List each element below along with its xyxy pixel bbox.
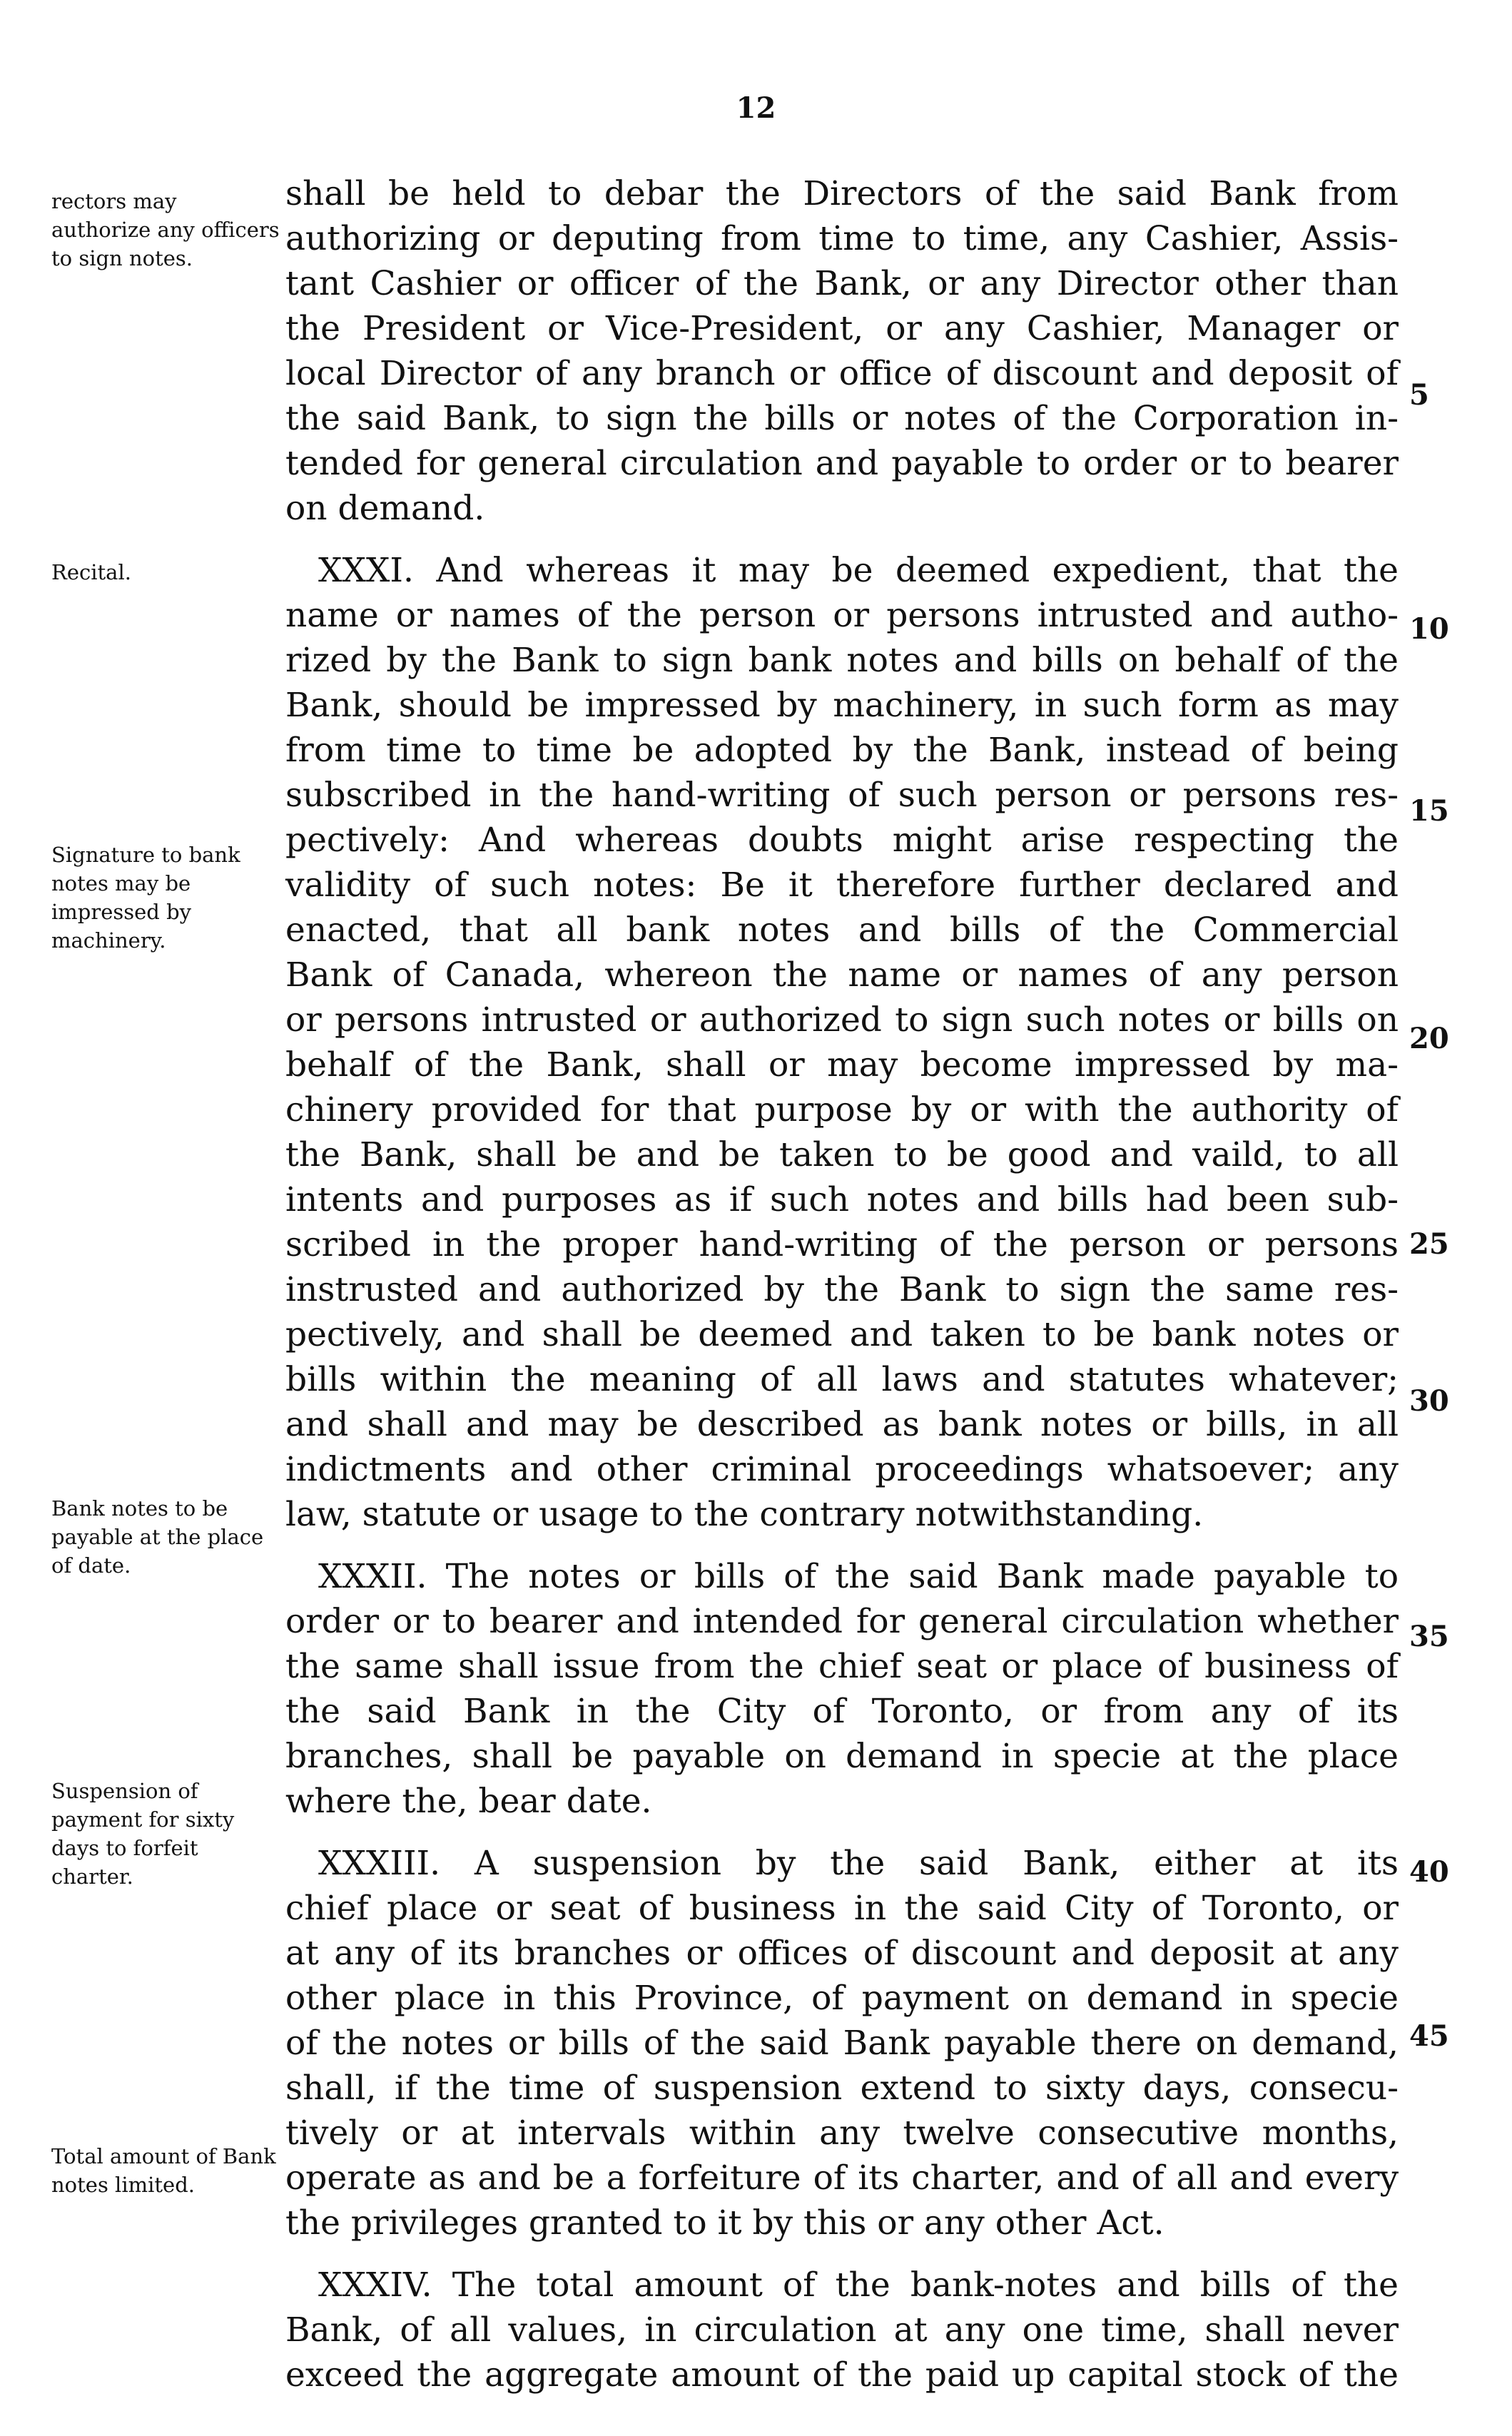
text-line: indictments and other criminal proceedings whatsoever; any (285, 1450, 1399, 1489)
text-line: name or names of the person or persons intrusted and autho- (285, 596, 1399, 635)
text-line: intents and purposes as if such notes and bills had been sub- (285, 1180, 1399, 1219)
line-number: 20 (1409, 1022, 1449, 1055)
line-number: 30 (1409, 1384, 1449, 1418)
margin-note-total-amount: Total amount of Bank notes limited. (51, 2144, 276, 2197)
text-line: of the notes or bills of the said Bank payable there on demand, (285, 2024, 1399, 2063)
text-line: shall be held to debar the Directors of the said Bank from (285, 174, 1399, 213)
line-number: 15 (1409, 794, 1449, 828)
text-line: Bank, should be impressed by machinery, in such form as may (285, 686, 1399, 725)
text-line: the said Bank, to sign the bills or notes of the Corporation in- (285, 399, 1399, 438)
margin-note-bank-notes-payable: Bank notes to be payable at the place of date. (51, 1496, 264, 1578)
text-line: rized by the Bank to sign bank notes and bills on behalf of the (285, 641, 1399, 680)
text-line: validity of such notes: Be it therefore further declared and (285, 866, 1399, 905)
text-line: subscribed in the hand-writing of such person or persons res- (285, 776, 1399, 815)
text-line: other place in this Province, of payment on demand in specie (285, 1979, 1399, 2018)
text-line: law, statute or usage to the contrary notwithstanding. (285, 1495, 1204, 1534)
text-line: local Director of any branch or office of discount and deposit of (285, 354, 1399, 393)
margin-note-directors: rectors may authorize any officers to sign notes. (51, 189, 280, 270)
margin-note-signature: Signature to bank notes may be impressed by machinery. (51, 843, 240, 953)
text-line: chinery provided for that purpose by or with the authority of (285, 1090, 1399, 1130)
margin-note-recital: Recital. (51, 560, 131, 584)
text-line: from time to time be adopted by the Bank, instead of being (285, 731, 1399, 770)
text-line: the privileges granted to it by this or any other Act. (285, 2203, 1165, 2243)
text-line: tended for general circulation and payable to order or to bearer (285, 444, 1399, 483)
line-number: 40 (1409, 1855, 1449, 1889)
section-heading-line: XXXIII. A suspension by the said Bank, either at its (318, 1844, 1399, 1883)
text-line: on demand. (285, 489, 485, 528)
section-heading-line: XXXI. And whereas it may be deemed expedient, that the (318, 551, 1399, 590)
text-line: the said Bank in the City of Toronto, or from any of its (285, 1692, 1399, 1731)
line-number: 10 (1409, 612, 1449, 646)
text-line: behalf of the Bank, shall or may become impressed by ma- (285, 1045, 1399, 1085)
text-line: the Bank, shall be and be taken to be good and vaild, to all (285, 1135, 1399, 1174)
text-line: bills within the meaning of all laws and statutes whatever; (285, 1360, 1399, 1399)
text-line: instrusted and authorized by the Bank to sign the same res- (285, 1270, 1399, 1309)
text-line: Bank of Canada, whereon the name or names of any person (285, 955, 1399, 995)
section-heading-line: XXXIV. The total amount of the bank-notes and bills of the (318, 2265, 1399, 2305)
text-line: shall, if the time of suspension extend to sixty days, consecu- (285, 2069, 1399, 2108)
text-line: authorizing or deputing from time to time, any Cashier, Assis- (285, 219, 1399, 258)
text-line: or persons intrusted or authorized to sign such notes or bills on (285, 1000, 1399, 1040)
text-line: tively or at intervals within any twelve consecutive months, (285, 2113, 1399, 2153)
text-line: pectively, and shall be deemed and taken to be bank notes or (285, 1315, 1399, 1354)
text-line: operate as and be a forfeiture of its charter, and of all and every (285, 2158, 1399, 2198)
section-heading-line: XXXII. The notes or bills of the said Bank made payable to (318, 1557, 1399, 1596)
text-line: scribed in the proper hand-writing of the person or persons (285, 1225, 1399, 1264)
page-number: 12 (736, 91, 776, 125)
text-line: order or to bearer and intended for general circulation whether (285, 1602, 1399, 1641)
text-line: exceed the aggregate amount of the paid up capital stock of the (285, 2355, 1399, 2395)
line-number: 35 (1409, 1620, 1449, 1653)
line-number: 5 (1409, 378, 1429, 412)
text-line: and shall and may be described as bank notes or bills, in all (285, 1405, 1399, 1444)
line-number: 45 (1409, 2019, 1449, 2053)
text-line: chief place or seat of business in the said City of Toronto, or (285, 1889, 1399, 1928)
text-line: enacted, that all bank notes and bills of the Commercial (285, 910, 1399, 950)
margin-note-suspension: Suspension of payment for sixty days to forfeit charter. (51, 1779, 235, 1889)
text-line: pectively: And whereas doubts might arise respecting the (285, 821, 1399, 860)
text-line: the President or Vice-President, or any Cashier, Manager or (285, 309, 1399, 348)
text-line: branches, shall be payable on demand in specie at the place (285, 1737, 1399, 1776)
text-line: tant Cashier or officer of the Bank, or any Director other than (285, 264, 1399, 303)
text-line: Bank, of all values, in circulation at any one time, shall never (285, 2310, 1399, 2350)
text-line: at any of its branches or offices of discount and deposit at any (285, 1934, 1399, 1973)
text-line: where the, bear date. (285, 1782, 652, 1821)
line-number: 25 (1409, 1227, 1449, 1261)
text-line: the same shall issue from the chief seat or place of business of (285, 1647, 1399, 1686)
